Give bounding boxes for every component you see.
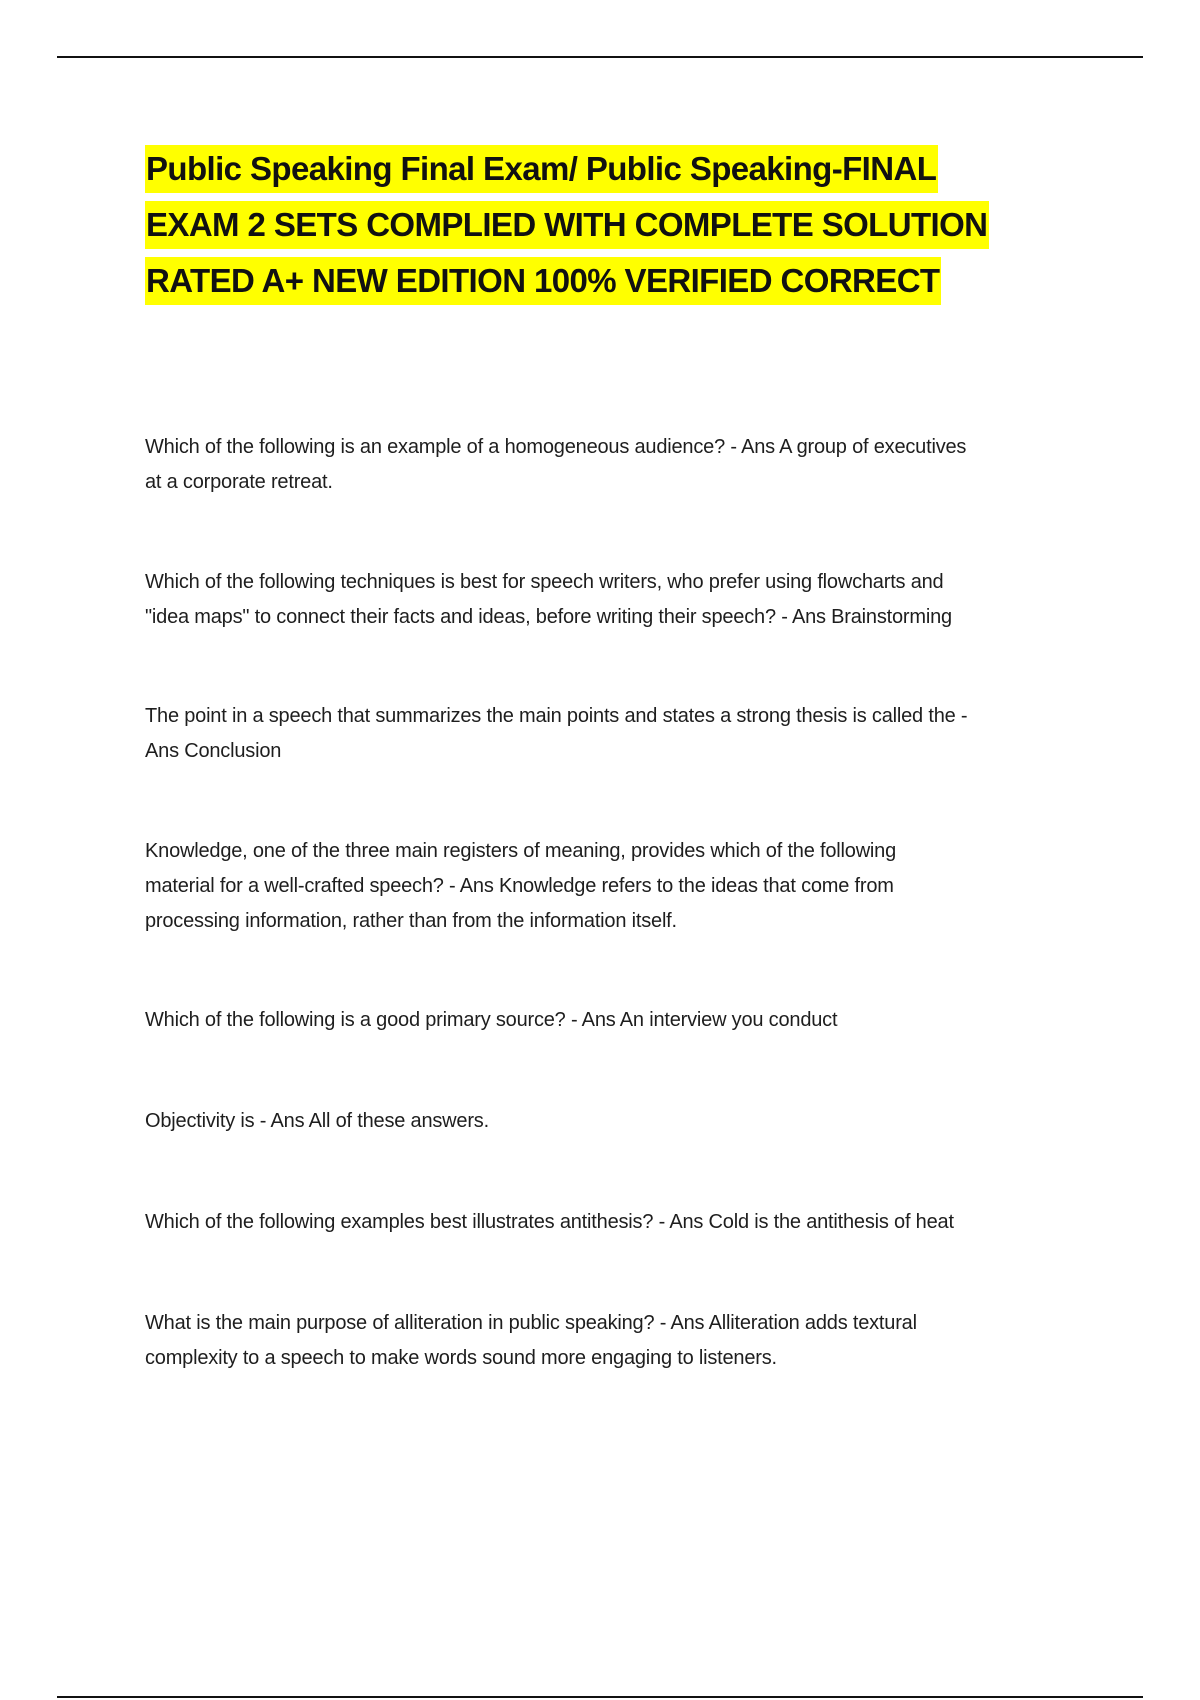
qa-item <box>145 1104 1090 1139</box>
qa-item <box>145 699 1090 769</box>
qa-line: Which of the following examples best illustrates antithesis? - Ans Cold is the antithesis of heat <box>145 1211 954 1233</box>
title-line: EXAM 2 SETS COMPLIED WITH COMPLETE SOLUTION <box>145 201 989 249</box>
qa-item <box>145 1306 1090 1376</box>
qa-line: at a corporate retreat. <box>145 471 333 493</box>
qa-line: Which of the following techniques is best for speech writers, who prefer using flowcharts and <box>145 571 944 593</box>
qa-item <box>145 430 1090 500</box>
qa-line: complexity to a speech to make words sound more engaging to listeners. <box>145 1347 777 1369</box>
bottom-divider <box>57 1696 1143 1698</box>
title-line: Public Speaking Final Exam/ Public Speaking-FINAL <box>145 145 938 193</box>
qa-line: Ans Conclusion <box>145 740 282 762</box>
qa-line: "idea maps" to connect their facts and ideas, before writing their speech? - Ans Brainstorming <box>145 606 952 628</box>
qa-line: Which of the following is an example of a homogeneous audience? - Ans A group of executives <box>145 436 967 458</box>
title-line: RATED A+ NEW EDITION 100% VERIFIED CORRECT <box>145 257 941 305</box>
qa-line: Knowledge, one of the three main registers of meaning, provides which of the following <box>145 840 897 862</box>
qa-line: processing information, rather than from the information itself. <box>145 910 677 932</box>
qa-item <box>145 834 1090 939</box>
top-divider <box>57 56 1143 58</box>
qa-line: The point in a speech that summarizes the main points and states a strong thesis is called the - <box>145 705 968 727</box>
qa-item <box>145 565 1090 635</box>
qa-line: Which of the following is a good primary source? - Ans An interview you conduct <box>145 1009 838 1031</box>
document-title <box>145 145 1045 313</box>
qa-item <box>145 1003 1090 1038</box>
qa-line: What is the main purpose of alliteration in public speaking? - Ans Alliteration adds textural <box>145 1312 917 1334</box>
qa-line: Objectivity is - Ans All of these answers. <box>145 1110 489 1132</box>
qa-item <box>145 1205 1090 1240</box>
qa-line: material for a well-crafted speech? - Ans Knowledge refers to the ideas that come from <box>145 875 894 897</box>
